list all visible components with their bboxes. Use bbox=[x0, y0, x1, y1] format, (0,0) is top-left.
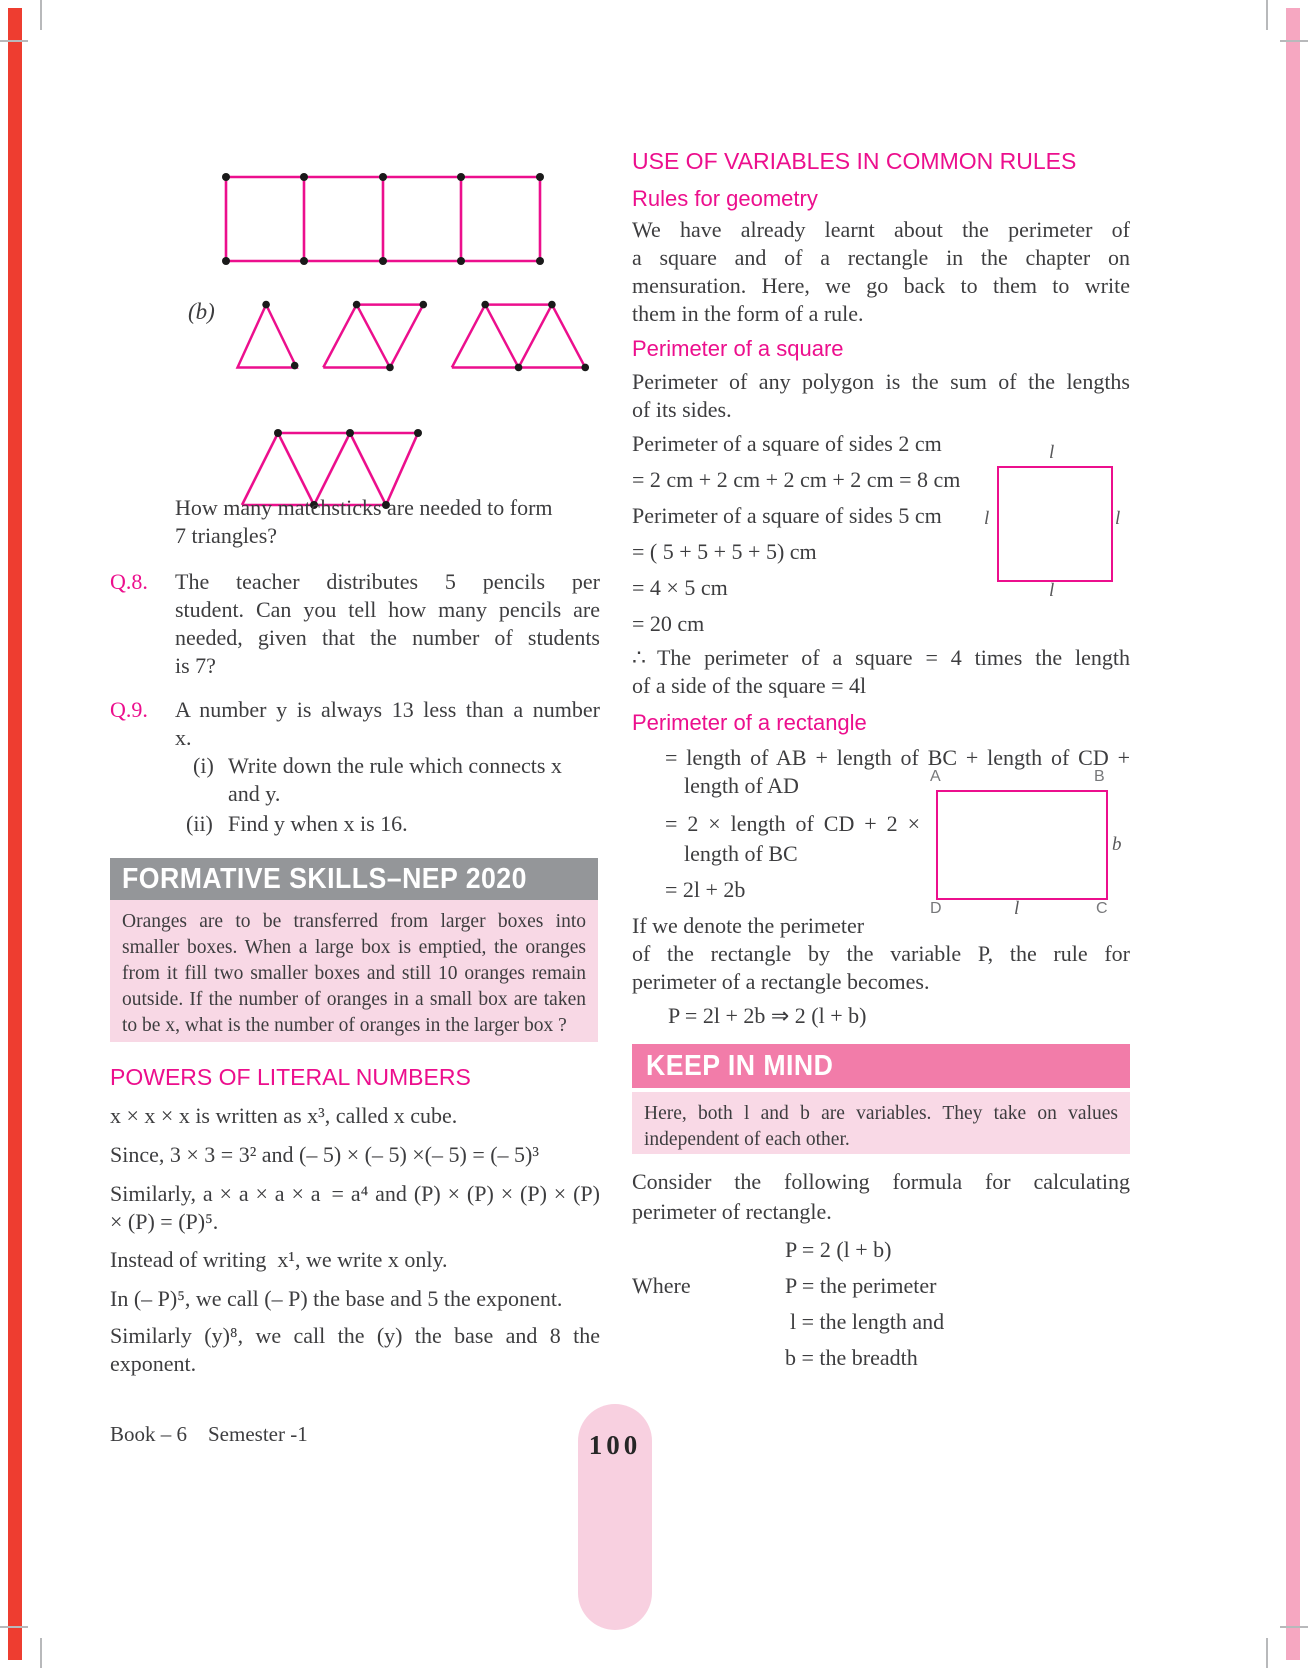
q9-line: A number y is always 13 less than a number bbox=[175, 697, 600, 722]
powers-line: x × x × x is written as x³, called x cube. bbox=[110, 1103, 458, 1128]
square-conclusion-line: of a side of the square = 4l bbox=[632, 673, 867, 698]
q9-line: x. bbox=[175, 725, 192, 750]
denote-line: If we denote the perimeter bbox=[632, 913, 865, 938]
perimeter-rectangle-heading: Perimeter of a rectangle bbox=[632, 710, 867, 735]
polygon-line: Perimeter of any polygon is the sum of the lengths bbox=[632, 369, 1130, 394]
perimeter-square-heading: Perimeter of a square bbox=[632, 336, 844, 361]
formative-line: from it fill two smaller boxes and still 10 oranges remain bbox=[122, 963, 586, 984]
square-2cm-line: Perimeter of a square of sides 2 cm bbox=[632, 431, 942, 456]
left-edge-color-bar bbox=[8, 8, 22, 1660]
crop-mark-top-left-v bbox=[40, 0, 42, 30]
square-conclusion-line: ∴ The perimeter of a square = 4 times the length bbox=[632, 645, 1130, 670]
square-label-left: l bbox=[984, 508, 990, 529]
matchstick-squares-figure bbox=[222, 170, 544, 268]
square-5cm-eq: = 20 cm bbox=[632, 611, 705, 636]
intro-line: them in the form of a rule. bbox=[632, 301, 864, 326]
square-5cm-line: Perimeter of a square of sides 5 cm bbox=[632, 503, 942, 528]
q8-line: is 7? bbox=[175, 653, 216, 678]
powers-line: exponent. bbox=[110, 1351, 197, 1376]
matchstick-question-line: How many matchsticks are needed to form bbox=[175, 495, 553, 520]
q8-label: Q.8. bbox=[110, 569, 148, 594]
powers-line: × (P) = (P)⁵. bbox=[110, 1209, 219, 1234]
crop-mark-bottom-left-v bbox=[40, 1638, 42, 1668]
where-p-line: P = the perimeter bbox=[785, 1273, 937, 1298]
square-5cm-eq: = 4 × 5 cm bbox=[632, 575, 728, 600]
square-label-right: l bbox=[1115, 508, 1121, 529]
rect-label-b: B bbox=[1094, 768, 1105, 785]
q9-item-ii-line: Find y when x is 16. bbox=[228, 811, 408, 836]
formative-line: smaller boxes. When a large box is emptied, the oranges bbox=[122, 937, 586, 958]
q8-line: The teacher distributes 5 pencils per bbox=[175, 569, 600, 594]
keep-line: independent of each other. bbox=[644, 1129, 850, 1150]
rect-formula: P = 2 (l + b) bbox=[785, 1237, 892, 1262]
q9-item-i-line: and y. bbox=[228, 781, 281, 806]
polygon-line: of its sides. bbox=[632, 397, 732, 422]
powers-line: Instead of writing x¹, we write x only. bbox=[110, 1247, 448, 1272]
rect-eq-line: = length of AB + length of BC + length of CD + bbox=[665, 745, 1130, 770]
rect-label-b-side: b bbox=[1112, 834, 1122, 855]
powers-heading: POWERS OF LITERAL NUMBERS bbox=[110, 1064, 471, 1090]
rect-label-c: C bbox=[1096, 900, 1108, 917]
rules-for-geometry-subheading: Rules for geometry bbox=[632, 186, 818, 211]
rect-eq-line: = 2l + 2b bbox=[665, 877, 746, 902]
q9-label: Q.9. bbox=[110, 697, 148, 722]
powers-line: Similarly, a × a × a × a = a⁴ and (P) × (P) × (P) × (P) bbox=[110, 1181, 600, 1206]
crop-mark-bottom-left-h bbox=[0, 1626, 28, 1628]
formative-line: Oranges are to be transferred from larger boxes into bbox=[122, 911, 586, 932]
rect-eq-line: = 2 × length of CD + 2 × bbox=[665, 811, 920, 836]
rect-label-l: l bbox=[1014, 898, 1020, 919]
square-2cm-eq: = 2 cm + 2 cm + 2 cm + 2 cm = 8 cm bbox=[632, 467, 961, 492]
rect-label-d: D bbox=[930, 900, 942, 917]
keep-in-mind-banner-text: KEEP IN MIND bbox=[646, 1050, 834, 1082]
formative-skills-banner bbox=[110, 858, 598, 900]
q9-item-i-line: Write down the rule which connects x bbox=[228, 753, 562, 778]
rect-eq-line: length of AD bbox=[684, 773, 799, 798]
keep-line: Here, both l and b are variables. They take on values bbox=[644, 1103, 1118, 1124]
intro-line: a square and of a rectangle in the chapter on bbox=[632, 245, 1130, 270]
square-diagram bbox=[997, 466, 1113, 582]
denote-line: of the rectangle by the variable P, the rule for bbox=[632, 941, 1130, 966]
right-edge-color-bar bbox=[1286, 8, 1300, 1660]
use-of-variables-heading: USE OF VARIABLES IN COMMON RULES bbox=[632, 148, 1077, 174]
page-number: 100 bbox=[588, 1430, 642, 1460]
powers-line: In (– P)⁵, we call (– P) the base and 5 the exponent. bbox=[110, 1286, 563, 1311]
matchstick-question-line: 7 triangles? bbox=[175, 523, 278, 548]
powers-line: Similarly (y)⁸, we call the (y) the base and 8 the bbox=[110, 1323, 600, 1348]
formative-line: outside. If the number of oranges in a small box are taken bbox=[122, 989, 586, 1010]
q9-item-ii-label: (ii) bbox=[186, 811, 213, 836]
consider-line: Consider the following formula for calculating bbox=[632, 1169, 1130, 1194]
crop-mark-top-right-h bbox=[1280, 40, 1308, 42]
footer-book-label: Book – 6 Semester -1 bbox=[110, 1422, 308, 1446]
perimeter-formula: P = 2l + 2b ⇒ 2 (l + b) bbox=[668, 1003, 867, 1028]
figure-b-label: (b) bbox=[188, 299, 215, 324]
where-b-line: b = the breadth bbox=[785, 1345, 918, 1370]
q9-item-i-label: (i) bbox=[193, 753, 214, 778]
rect-eq-line: length of BC bbox=[684, 841, 798, 866]
rect-label-a: A bbox=[930, 768, 941, 785]
rectangle-diagram bbox=[936, 790, 1108, 900]
formative-line: to be x, what is the number of oranges in the larger box ? bbox=[122, 1015, 567, 1036]
crop-mark-bottom-right-v bbox=[1266, 1638, 1268, 1668]
where-label: Where bbox=[632, 1273, 691, 1298]
denote-line: perimeter of a rectangle becomes. bbox=[632, 969, 930, 994]
matchstick-triangles-row-figure bbox=[228, 298, 590, 376]
intro-line: We have already learnt about the perimeter of bbox=[632, 217, 1130, 242]
consider-line: perimeter of rectangle. bbox=[632, 1199, 832, 1224]
formative-skills-banner-text: FORMATIVE SKILLS–NEP 2020 bbox=[122, 863, 527, 895]
crop-mark-top-left-h bbox=[0, 40, 28, 42]
powers-line: Since, 3 × 3 = 3² and (– 5) × (– 5) ×(– 5) = (– 5)³ bbox=[110, 1142, 539, 1167]
where-l-line: l = the length and bbox=[790, 1309, 945, 1334]
q8-line: student. Can you tell how many pencils are bbox=[175, 597, 600, 622]
square-label-bottom: l bbox=[1049, 580, 1055, 601]
crop-mark-bottom-right-h bbox=[1280, 1626, 1308, 1628]
q8-line: needed, given that the number of students bbox=[175, 625, 600, 650]
crop-mark-top-right-v bbox=[1266, 0, 1268, 30]
page-number-capsule bbox=[578, 1404, 652, 1630]
square-label-top: l bbox=[1049, 442, 1055, 463]
keep-in-mind-banner bbox=[632, 1044, 1130, 1088]
square-5cm-eq: = ( 5 + 5 + 5 + 5) cm bbox=[632, 539, 817, 564]
keep-in-mind-box bbox=[632, 1092, 1130, 1154]
intro-line: mensuration. Here, we go back to them to write bbox=[632, 273, 1130, 298]
formative-skills-box bbox=[110, 900, 598, 1042]
